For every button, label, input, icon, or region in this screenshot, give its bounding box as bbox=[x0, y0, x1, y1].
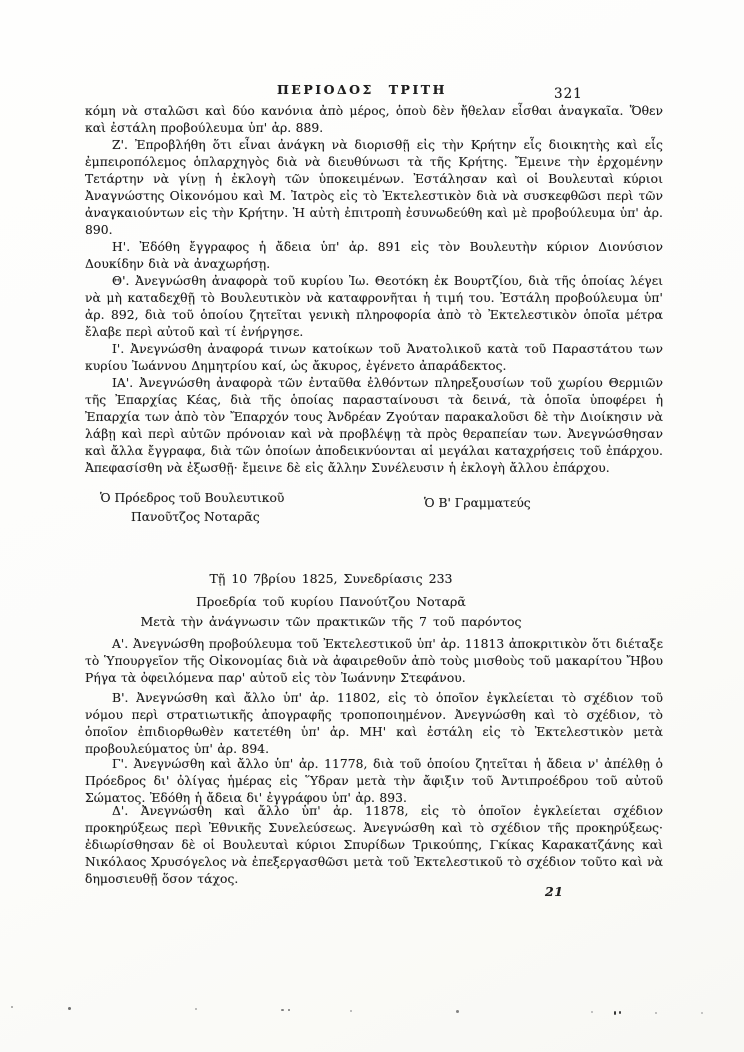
minute-item-a: Α'. Ἀνεγνώσθη προβούλευμα τοῦ Ἐκτελεστικοῦ ὑπ' ἀρ. 11813 ἀποκριτικὸν ὅτι διέταξε τὸ Ὑπουργεῖον τῆς Οἰκονομίας διὰ νὰ ἀφαιρεθοῦν ἀπὸ τοὺς μισθοὺς τοῦ μακαρίτου Ἤβου Ρήγα τὰ ὀφειλόμενα παρ' αὐτοῦ εἰς τὸν Ἰωάννην Στεφάνου. bbox=[85, 637, 663, 685]
president-name: Πανοῦτζος Νοταρᾶς bbox=[131, 510, 260, 524]
minute-item-th: Θ'. Ἀνεγνώσθη ἀναφορὰ τοῦ κυρίου Ἰω. Θεοτόκη ἐκ Βουρτζίου, διὰ τῆς ὁποίας λέγει νὰ μὴ καταδεχθῇ τὸ Βουλευτικὸν νὰ καταφρονῆται ἡ τιμή του. Ἐστάλη προβούλευμα ὑπ' ἀρ. 892, διὰ τοῦ ὁποίου ζητεῖται γενικὴ πληροφορία ἀπὸ τὸ Ἐκτελεστικὸν ὁποῖα μέτρα ἔλαβε περὶ αὐτοῦ καὶ τί ἐνήργησε. bbox=[85, 274, 663, 339]
session-date-heading: Τῇ 10 7βρίου 1825, Συνεδρίασις 233 bbox=[209, 571, 453, 586]
scan-speck bbox=[350, 1010, 352, 1012]
scan-speck bbox=[456, 1010, 459, 1013]
scan-speck bbox=[11, 1006, 13, 1008]
scan-speck bbox=[655, 1012, 657, 1014]
scan-speck bbox=[619, 1011, 621, 1014]
minute-item-z: Ζ'. Ἐπροβλήθη ὅτι εἶναι ἀνάγκη νὰ διορισθῇ εἰς τὴν Κρήτην εἷς διοικητὴς καὶ εἷς ἐμπειροπόλεμος ὁπλαρχηγὸς διὰ νὰ διευθύνωσι τὰ τῆς Κρήτης. Ἔμεινε τὴν ἐρχομένην Τετάρτην νὰ γίνῃ ἡ ἐκλογὴ τῶν ὑποκειμένων. Ἐστάλησαν καὶ οἱ Βουλευταὶ κύριοι Ἀναγνώστης Οἰκονόμου καὶ Μ. Ἰατρὸς εἰς τὸ Ἐκτελεστικὸν διὰ νὰ συσκεφθῶσι περὶ τῶν ἀναγκαιούντων εἰς τὴν Κρήτην. Ἡ αὐτὴ ἐπιτροπὴ ἐσυνωδεύθη καὶ μὲ προβούλευμα ὑπ' ἀρ. 890. bbox=[85, 138, 663, 237]
minute-paragraph-continued: κόμη νὰ σταλῶσι καὶ δύο κανόνια ἀπὸ μέρος, ὁποὺ δὲν ἤθελαν εἶσθαι ἀναγκαῖα. Ὅθεν καὶ ἐστάλη προβούλευμα ὑπ' ἀρ. 889. bbox=[85, 104, 663, 135]
minute-item-b: Β'. Ἀνεγνώσθη καὶ ἄλλο ὑπ' ἀρ. 11802, εἰς τὸ ὁποῖον ἐγκλείεται τὸ σχέδιον τοῦ νόμου περὶ στρατιωτικῆς ἀπογραφῆς τροποποιημένον. Ἀνεγνώσθη καὶ τὸ σχέδιον, τὸ ὁποῖον ἐπιδιορθωθὲν κατετέθη ὑπ' ἀρ. ΜΗ' καὶ ἐστάλη εἰς τὸ Ἐκτελεστικὸν μετὰ προβουλεύματος ὑπ' ἀρ. 894. bbox=[85, 691, 663, 756]
scan-speck bbox=[68, 1007, 71, 1010]
scan-speck bbox=[281, 1009, 284, 1011]
session-presidency-heading: Προεδρία τοῦ κυρίου Πανούτζου Νοταρᾶ bbox=[196, 594, 466, 609]
minute-item-h: Η'. Ἐδόθη ἔγγραφος ἡ ἄδεια ὑπ' ἀρ. 891 εἰς τὸν Βουλευτὴν κύριον Διονύσιον Δουκίδην διὰ νὰ ἀναχωρήσῃ. bbox=[85, 240, 663, 271]
scan-speck bbox=[591, 1011, 593, 1013]
minute-item-g: Γ'. Ἀνεγνώσθη καὶ ἄλλο ὑπ' ἀρ. 11778, διὰ τοῦ ὁποίου ζητεῖται ἡ ἄδεια ν' ἀπέλθῃ ὁ Πρόεδρος δι' ὀλίγας ἡμέρας εἰς Ὕδραν μετὰ τὴν ἄφιξιν τοῦ Ἀντιπροέδρου τοῦ αὐτοῦ Σώματος. Ἐδόθη ἡ ἄδεια δι' ἐγγράφου ὑπ' ἀρ. 893. bbox=[85, 757, 663, 805]
scan-speck bbox=[288, 1009, 290, 1011]
running-header-title: ΠΕΡΙΟΔΟΣ ΤΡΙΤΗ bbox=[277, 82, 447, 97]
page-number: 321 bbox=[554, 86, 583, 102]
sheet-signature-mark: 21 bbox=[545, 884, 564, 899]
minute-item-ia: ΙΑ'. Ἀνεγνώσθη ἀναφορὰ τῶν ἐνταῦθα ἐλθόντων πληρεξουσίων τοῦ χωρίου Θερμιῶν τῆς Ἐπαρχίας Κέας, διὰ τῆς ὁποίας παρασταίνουσι τὰ δεινά, τὰ ὁποῖα ὑποφέρει ἡ Ἐπαρχία των ἀπὸ τὸν Ἔπαρχόν τους Ἀνδρέαν Ζγούταν παρακαλοῦσι δὲ τὴν Διοίκησιν νὰ λάβῃ καὶ περὶ αὐτῶν πρόνοιαν καὶ νὰ προβλέψῃ τὰ πρὸς θεραπείαν των. Ἀνεγνώσθησαν καὶ ἄλλα ἔγγραφα, διὰ τῶν ὁποίων ἀποδεικνύονται αἱ μεγάλαι καταχρήσεις τοῦ ἐπάρχου. Ἀπεφασίσθη νὰ ἐξωσθῇ· ἔμεινε δὲ εἰς ἄλλην Συνέλευσιν ἡ ἐκλογὴ ἄλλου ἐπάρχου. bbox=[85, 376, 663, 475]
secretary-title: Ὁ Β' Γραμματεύς bbox=[424, 496, 531, 510]
minute-item-i: Ι'. Ἀνεγνώσθη ἀναφορά τινων κατοίκων τοῦ Ἀνατολικοῦ κατὰ τοῦ Παραστάτου των κυρίου Ἰωάννου Δημητρίου καί, ὡς ἄκυρος, ἐγένετο ἀπαράδεκτος. bbox=[85, 342, 663, 373]
minute-item-d: Δ'. Ἀνεγνώσθη καὶ ἄλλο ὑπ' ἀρ. 11878, εἰς τὸ ὁποῖον ἐγκλείεται σχέδιον προκηρύξεως περὶ Ἐθνικῆς Συνελεύσεως. Ἀνεγνώσθη καὶ τὸ σχέδιον τῆς προκηρύξεως· ἐδιωρίσθησαν δὲ οἱ Βουλευταὶ κύριοι Σπυρίδων Τρικούπης, Γκίκας Καρακατζάνης καὶ Νικόλαος Χρυσόγελος νὰ ἐπεξεργασθῶσι μετὰ τοῦ Ἐκτελεστικοῦ τὸ σχέδιον τοῦτο καὶ νὰ δημοσιευθῇ ὅσον τάχος. bbox=[85, 804, 663, 886]
scan-speck bbox=[614, 1011, 616, 1015]
scan-speck bbox=[701, 1012, 703, 1014]
scan-speck bbox=[195, 1008, 197, 1010]
president-title: Ὁ Πρόεδρος τοῦ Βουλευτικοῦ bbox=[100, 491, 285, 505]
session-minutes-heading: Μετὰ τὴν ἀνάγνωσιν τῶν πρακτικῶν τῆς 7 τοῦ παρόντος bbox=[140, 614, 522, 629]
